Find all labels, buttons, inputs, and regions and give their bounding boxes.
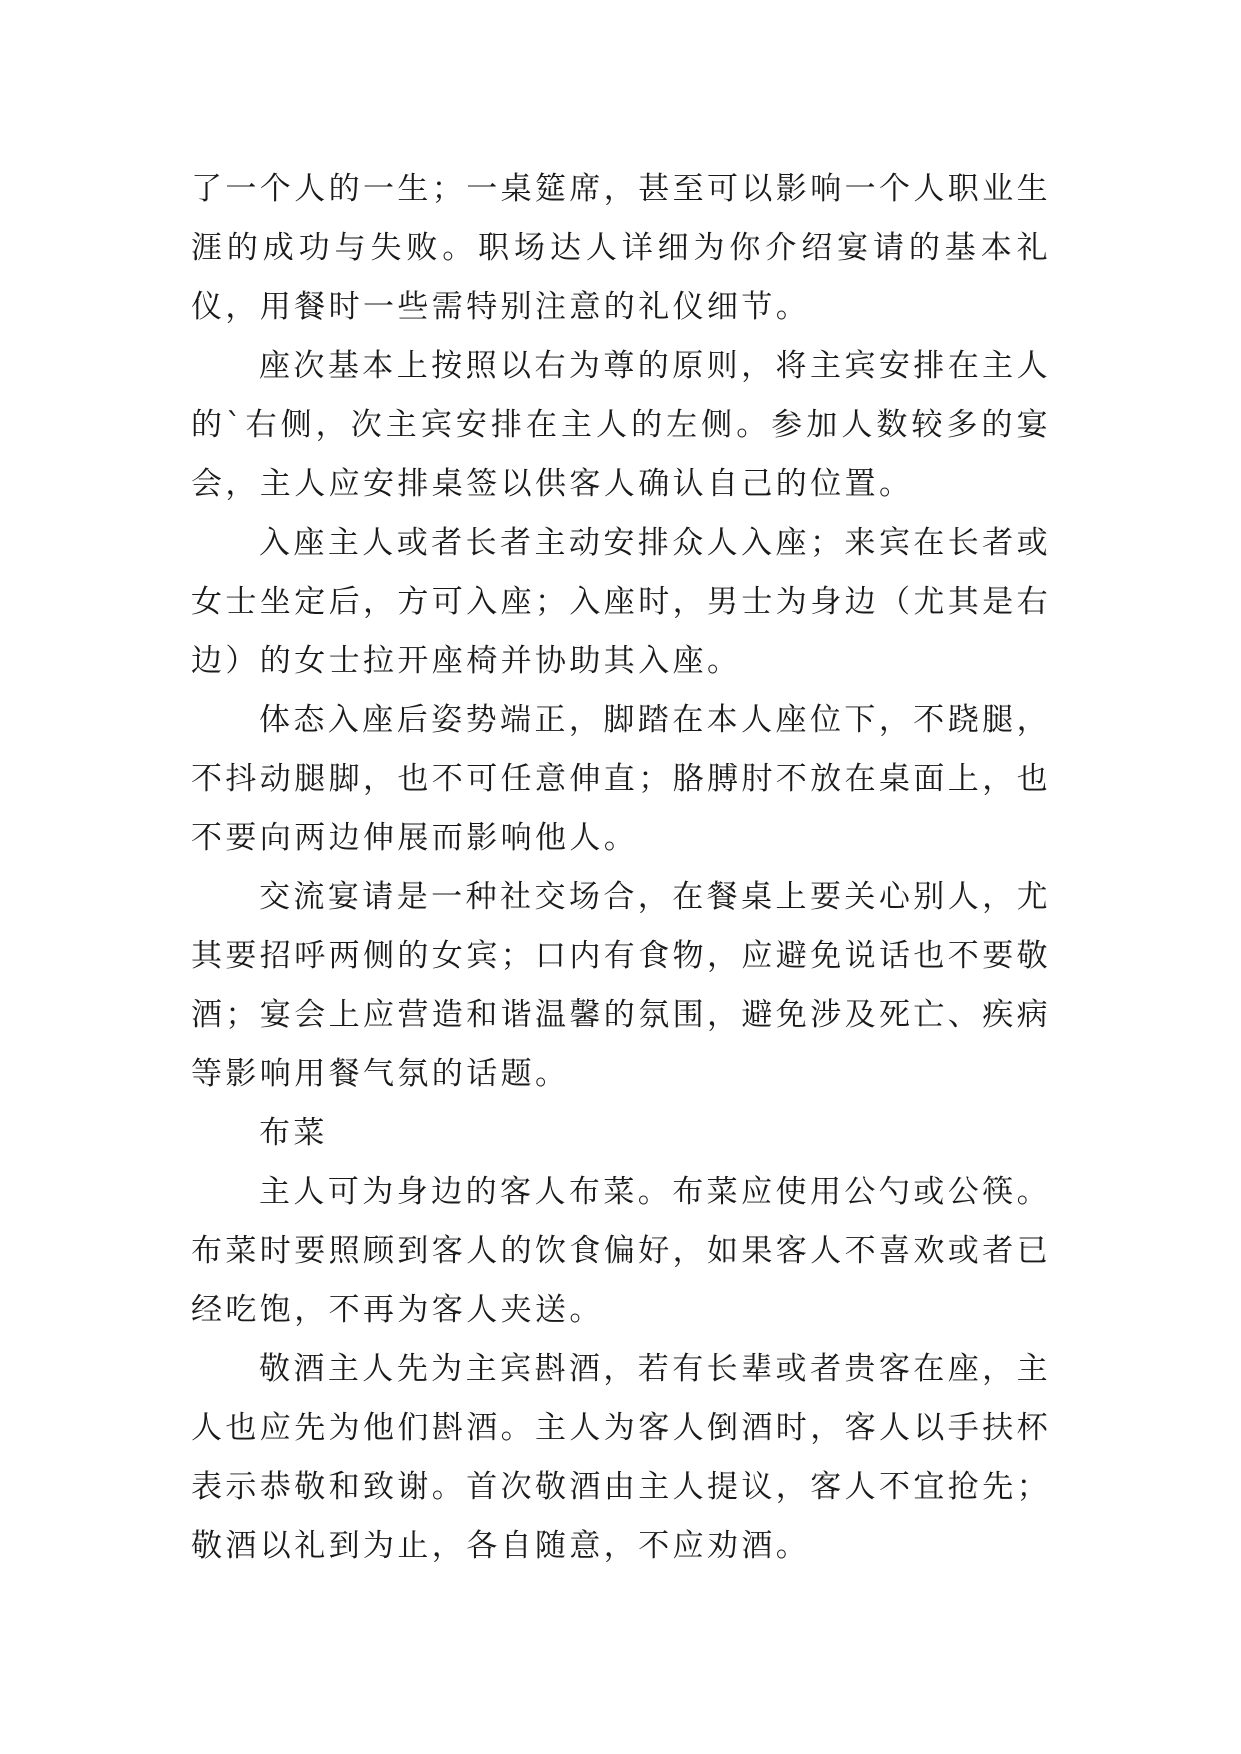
paragraph: 体态入座后姿势端正，脚踏在本人座位下，不跷腿，不抖动腿脚，也不可任意伸直；胳膊肘不放在桌面上，也不要向两边伸展而影响他人。 bbox=[191, 702, 1051, 856]
paragraph: 主人可为身边的客人布菜。布菜应使用公勺或公筷。布菜时要照顾到客人的饮食偏好，如果客人不喜欢或者已经吃饱，不再为客人夹送。 bbox=[191, 1174, 1051, 1328]
paragraph: 座次基本上按照以右为尊的原则，将主宾安排在主人的`右侧，次主宾安排在主人的左侧。参加人数较多的宴会，主人应安排桌签以供客人确认自己的位置。 bbox=[191, 348, 1051, 502]
paragraph: 入座主人或者长者主动安排众人入座；来宾在长者或女士坐定后，方可入座；入座时，男士为身边（尤其是右边）的女士拉开座椅并协助其入座。 bbox=[191, 525, 1051, 679]
section-heading: 布菜 bbox=[259, 1115, 328, 1151]
paragraph: 交流宴请是一种社交场合，在餐桌上要关心别人，尤其要招呼两侧的女宾；口内有食物，应避免说话也不要敬酒；宴会上应营造和谐温馨的氛围，避免涉及死亡、疾病等影响用餐气氛的话题。 bbox=[191, 879, 1051, 1092]
paragraph: 了一个人的一生；一桌筵席，甚至可以影响一个人职业生涯的成功与失败。职场达人详细为你介绍宴请的基本礼仪，用餐时一些需特别注意的礼仪细节。 bbox=[191, 171, 1051, 325]
paragraph: 敬酒主人先为主宾斟酒，若有长辈或者贵客在座，主人也应先为他们斟酒。主人为客人倒酒时，客人以手扶杯表示恭敬和致谢。首次敬酒由主人提议，客人不宜抢先；敬酒以礼到为止，各自随意，不应劝酒。 bbox=[191, 1351, 1051, 1564]
document-body bbox=[191, 160, 1051, 1576]
